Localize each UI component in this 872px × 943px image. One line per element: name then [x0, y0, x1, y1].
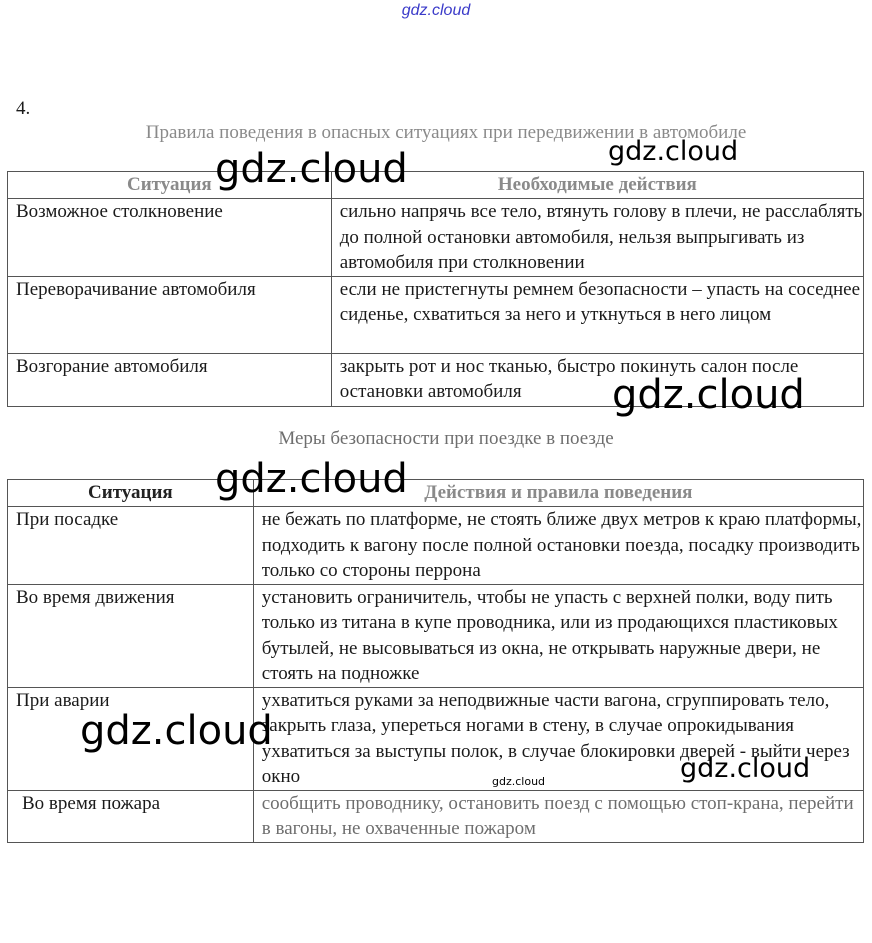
- action-cell: сильно напрячь все тело, втянуть голову в плечи, не расслаблять до полной остановки автомобиля, нельзя выпрыгивать из автомобиля при столкновении: [331, 199, 863, 277]
- situation-cell: При аварии: [8, 687, 254, 790]
- header-actions: Необходимые действия: [331, 172, 863, 199]
- watermark: gdz.cloud: [612, 372, 805, 418]
- situation-cell: Во время движения: [8, 584, 254, 687]
- watermark: gdz.cloud: [608, 136, 739, 167]
- table1-caption: Правила поведения в опасных ситуациях при передвижении в автомобиле: [145, 122, 747, 143]
- item-number: 4.: [16, 98, 31, 119]
- watermark: gdz.cloud: [680, 753, 811, 784]
- action-cell: не бежать по платформе, не стоять ближе двух метров к краю платформы, подходить к вагону после полной остановки поезда, посадку производить только со стороны перрона: [253, 507, 863, 585]
- situation-cell: Возможное столкновение: [8, 199, 332, 277]
- table-header-row: [8, 172, 864, 199]
- situation-cell: Возгорание автомобиля: [8, 353, 332, 406]
- train-safety-table: [7, 479, 864, 843]
- situation-cell: Переворачивание автомобиля: [8, 276, 332, 353]
- action-cell: закрыть рот и нос тканью, быстро покинуть салон после остановки автомобиля: [331, 353, 863, 406]
- situation-cell: При посадке: [8, 507, 254, 585]
- table-row: [8, 790, 864, 842]
- watermark: gdz.cloud: [215, 456, 408, 502]
- table-row: [8, 507, 864, 585]
- header-situation: Ситуация: [8, 480, 254, 507]
- watermark: gdz.cloud: [80, 708, 273, 754]
- action-cell: ухватиться руками за неподвижные части вагона, сгруппировать тело, закрыть глаза, упереться ногами в стену, в случае опрокидывания ухватиться за выступы полок, в случае блокировки дверей - выйти через окно: [253, 687, 863, 790]
- table-row: [8, 199, 864, 277]
- action-cell: если не пристегнуты ремнем безопасности – упасть на соседнее сиденье, схватиться за него и уткнуться в него лицом: [331, 276, 863, 353]
- action-cell: сообщить проводнику, остановить поезд с помощью стоп-крана, перейти в вагоны, не охваченные пожаром: [253, 790, 863, 842]
- action-cell: установить ограничитель, чтобы не упасть с верхней полки, воду пить только из титана в купе проводника, или из продающихся пластиковых бутылей, не высовываться из окна, не открывать наружные двери, не стоять на подножке: [253, 584, 863, 687]
- header-situation: Ситуация: [8, 172, 332, 199]
- header-actions: Действия и правила поведения: [253, 480, 863, 507]
- table-row: [8, 276, 864, 353]
- situation-cell: Во время пожара: [8, 790, 254, 842]
- table-header-row: [8, 480, 864, 507]
- top-watermark: gdz.cloud: [401, 2, 471, 19]
- watermark: gdz.cloud: [492, 775, 546, 788]
- table2-caption: Меры безопасности при поездке в поезде: [278, 428, 614, 449]
- watermark: gdz.cloud: [215, 146, 408, 192]
- table-row: [8, 584, 864, 687]
